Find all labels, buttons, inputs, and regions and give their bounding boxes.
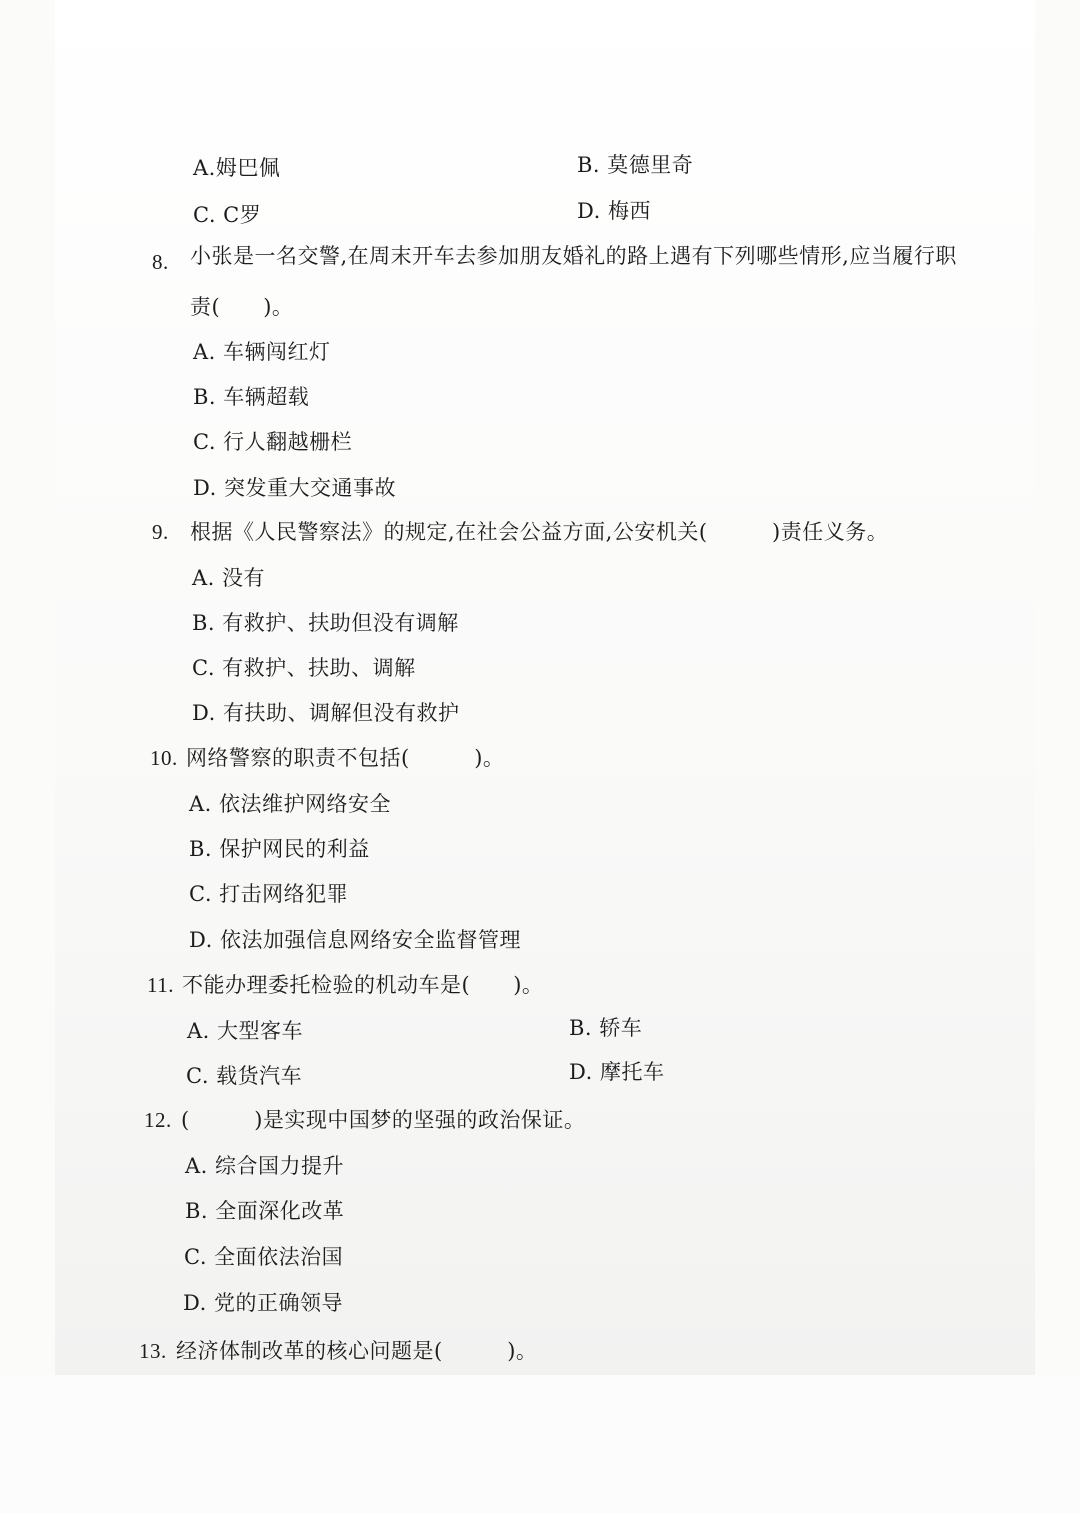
q13-number: 13. (139, 1339, 167, 1363)
q10-option-a: A. 依法维护网络安全 (189, 792, 392, 816)
q11-option-a: A. 大型客车 (187, 1019, 304, 1043)
q9-option-d: D. 有扶助、调解但没有救护 (192, 701, 460, 725)
q9-number: 9. (152, 520, 169, 544)
q7-option-a: A.姆巴佩 (193, 156, 281, 180)
q10-stem: 网络警察的职责不包括( )。 (186, 746, 505, 770)
q11-option-c: C. 载货汽车 (186, 1064, 303, 1088)
q12-number: 12. (144, 1108, 172, 1132)
q11-number: 11. (147, 973, 174, 997)
q11-option-d: D. 摩托车 (569, 1060, 665, 1084)
q8-stem-line2: 责( )。 (190, 295, 294, 319)
q8-option-d: D. 突发重大交通事故 (193, 476, 396, 500)
q7-option-b: B. 莫德里奇 (577, 153, 694, 177)
q9-stem: 根据《人民警察法》的规定,在社会公益方面,公安机关( )责任义务。 (190, 520, 889, 544)
q7-option-d: D. 梅西 (577, 199, 651, 223)
q12-stem: ( )是实现中国梦的坚强的政治保证。 (181, 1108, 586, 1132)
q12-option-b: B. 全面深化改革 (185, 1199, 345, 1223)
q8-option-a: A. 车辆闯红灯 (193, 340, 331, 364)
q8-stem-line1: 小张是一名交警,在周末开车去参加朋友婚礼的路上遇有下列哪些情形,应当履行职 (190, 244, 957, 268)
q13-stem: 经济体制改革的核心问题是( )。 (176, 1339, 538, 1363)
q11-stem: 不能办理委托检验的机动车是( )。 (182, 973, 544, 997)
q10-number: 10. (150, 746, 178, 770)
q10-option-d: D. 依法加强信息网络安全监督管理 (189, 928, 521, 952)
q8-number: 8. (152, 250, 169, 274)
q9-option-c: C. 有救护、扶助、调解 (192, 656, 416, 680)
q11-option-b: B. 轿车 (569, 1016, 643, 1040)
q10-option-b: B. 保护网民的利益 (189, 837, 370, 861)
q9-option-a: A. 没有 (192, 566, 266, 590)
q10-option-c: C. 打击网络犯罪 (189, 882, 349, 906)
q12-option-d: D. 党的正确领导 (183, 1291, 343, 1315)
q7-option-c: C. C罗 (193, 203, 262, 227)
q8-option-b: B. 车辆超载 (193, 385, 310, 409)
q9-option-b: B. 有救护、扶助但没有调解 (192, 611, 459, 635)
page-margin-bottom (0, 1375, 1080, 1513)
q8-option-c: C. 行人翻越栅栏 (193, 430, 353, 454)
q12-option-a: A. 综合国力提升 (185, 1154, 345, 1178)
q12-option-c: C. 全面依法治国 (184, 1245, 344, 1269)
